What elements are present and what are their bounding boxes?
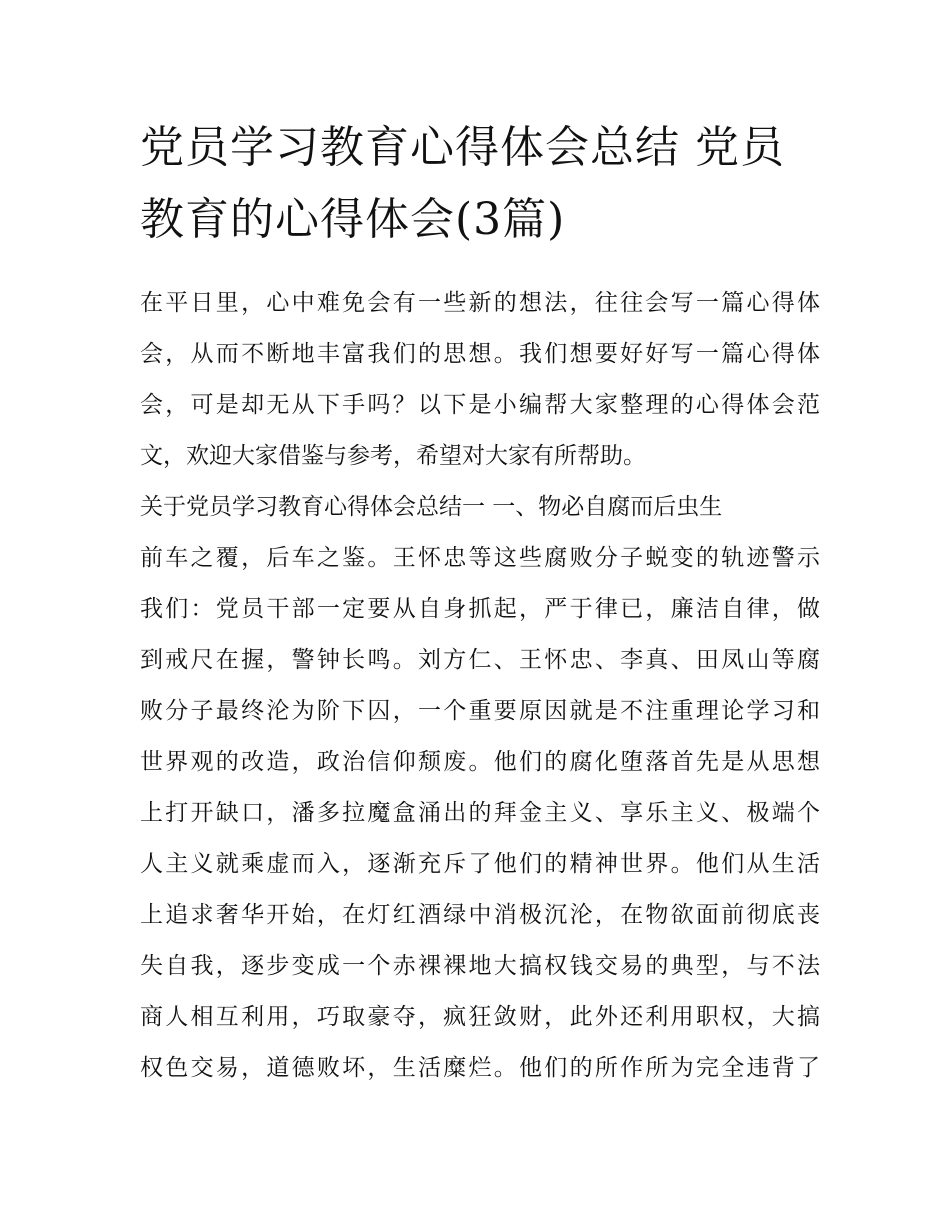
body-line: 世界观的改造，政治信仰颓废。他们的腐化堕落首先是从思想 [140,749,820,775]
body-line: 败分子最终沦为阶下囚，一个重要原因就是不注重理论学习和 [140,698,820,724]
body-line: 上打开缺口，潘多拉魔盒涌出的拜金主义、享乐主义、极端个 [140,800,820,826]
body-line: 权色交易，道德败坏，生活糜烂。他们的所作所为完全违背了 [140,1055,820,1081]
document-body [140,278,820,1094]
body-line: 上追求奢华开始，在灯红酒绿中消极沉沦，在物欲面前彻底丧 [140,902,820,928]
body-line: 我们：党员干部一定要从自身抓起，严于律已，廉洁自律，做 [140,596,820,622]
intro-paragraph [140,278,820,482]
intro-line: 文，欢迎大家借鉴与参考，希望对大家有所帮助。 [140,443,646,469]
document-title: 党员学习教育心得体会总结 党员教育的心得体会(3篇) [140,122,785,245]
intro-line: 在平日里，心中难免会有一些新的想法，往往会写一篇心得体 [140,290,820,316]
body-line: 人主义就乘虚而入，逐渐充斥了他们的精神世界。他们从生活 [140,851,820,877]
intro-line: 会，从而不断地丰富我们的思想。我们想要好好写一篇心得体 [140,341,820,367]
body-line: 到戒尺在握，警钟长鸣。刘方仁、王怀忠、李真、田凤山等腐 [140,647,820,673]
body-line: 失自我，逐步变成一个赤裸裸地大搞权钱交易的典型，与不法 [140,953,820,979]
body-line: 商人相互利用，巧取豪夺，疯狂敛财，此外还利用职权，大搞 [140,1004,820,1030]
body-line: 前车之覆，后车之鉴。王怀忠等这些腐败分子蜕变的轨迹警示 [140,545,820,571]
section-heading [140,482,820,533]
section-heading-text: 关于党员学习教育心得体会总结一 一、物必自腐而后虫生 [140,494,723,520]
intro-line: 会，可是却无从下手吗？以下是小编帮大家整理的心得体会范 [140,392,820,418]
body-paragraph [140,533,820,1094]
